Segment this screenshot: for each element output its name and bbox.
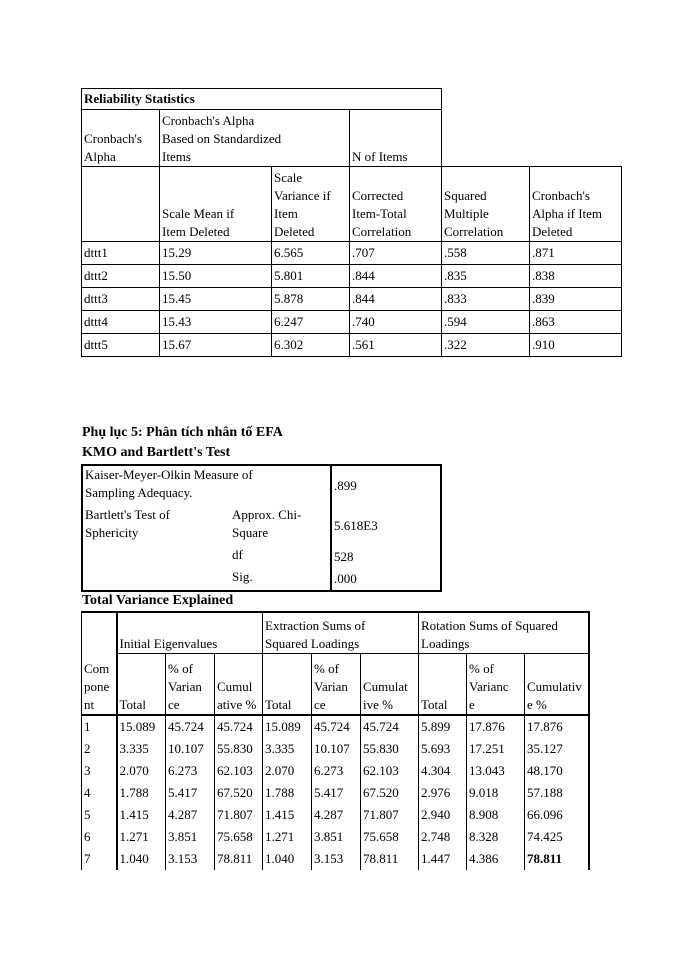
cell: 1 bbox=[82, 715, 117, 738]
cell: 2.070 bbox=[263, 760, 312, 782]
cell: 6.247 bbox=[272, 311, 350, 334]
cell: 2.976 bbox=[419, 782, 467, 804]
bartlett-label: Bartlett's Test of Sphericity bbox=[85, 507, 170, 540]
header-alpha-standardized: Cronbach's Alpha Based on Standardized Items bbox=[160, 110, 350, 167]
cell: 5.417 bbox=[166, 782, 215, 804]
table-row bbox=[82, 715, 589, 738]
cell: .322 bbox=[442, 334, 530, 357]
cell: 55.830 bbox=[361, 738, 419, 760]
cell: 1.040 bbox=[263, 848, 312, 870]
cell: 15.089 bbox=[263, 715, 312, 738]
cell: 66.096 bbox=[525, 804, 589, 826]
cell: dttt3 bbox=[82, 288, 160, 311]
cell: 15.50 bbox=[160, 265, 272, 288]
column-header: Corrected Item-Total Correlation bbox=[350, 167, 442, 242]
table-row bbox=[82, 826, 589, 848]
header-total: Total bbox=[419, 654, 467, 716]
cell: 4 bbox=[82, 782, 117, 804]
cell: 67.520 bbox=[361, 782, 419, 804]
cell: 15.29 bbox=[160, 242, 272, 265]
cell: 1.271 bbox=[263, 826, 312, 848]
group-extraction: Extraction Sums of Squared Loadings bbox=[263, 612, 419, 654]
header-pct-variance: % of Varian ce bbox=[166, 654, 215, 716]
cell: 3.335 bbox=[263, 738, 312, 760]
cell: 48.170 bbox=[525, 760, 589, 782]
cell: 55.830 bbox=[215, 738, 263, 760]
cell: 5.878 bbox=[272, 288, 350, 311]
cell: 1.040 bbox=[117, 848, 166, 870]
cell: 1.788 bbox=[263, 782, 312, 804]
reliability-title: Reliability Statistics bbox=[82, 89, 442, 110]
reliability-table bbox=[81, 88, 622, 357]
cell: .561 bbox=[350, 334, 442, 357]
header-pct-variance: % of Varian ce bbox=[312, 654, 361, 716]
cell: 1.788 bbox=[117, 782, 166, 804]
cell: 10.107 bbox=[166, 738, 215, 760]
chi-square-label: Approx. Chi- Square bbox=[232, 507, 302, 540]
cell: 15.43 bbox=[160, 311, 272, 334]
sig-label: Sig. bbox=[232, 569, 253, 584]
cell: 3.851 bbox=[312, 826, 361, 848]
table-row bbox=[82, 738, 589, 760]
cell: .835 bbox=[442, 265, 530, 288]
cell: 4.386 bbox=[467, 848, 525, 870]
cell: .839 bbox=[530, 288, 622, 311]
cell: 1.447 bbox=[419, 848, 467, 870]
cell: 67.520 bbox=[215, 782, 263, 804]
column-header: Squared Multiple Correlation bbox=[442, 167, 530, 242]
cell: 2.070 bbox=[117, 760, 166, 782]
cell: dttt2 bbox=[82, 265, 160, 288]
group-initial-eigenvalues: Initial Eigenvalues bbox=[117, 612, 263, 654]
kmo-label: Kaiser-Meyer-Olkin Measure of Sampling Adequacy. bbox=[85, 467, 253, 500]
cell: 8.908 bbox=[467, 804, 525, 826]
cell: 2.748 bbox=[419, 826, 467, 848]
table-row bbox=[82, 288, 622, 311]
cell: 62.103 bbox=[215, 760, 263, 782]
cell-highlighted: 78.811 bbox=[525, 848, 589, 870]
cell: 45.724 bbox=[312, 715, 361, 738]
cell: 15.45 bbox=[160, 288, 272, 311]
cell: 9.018 bbox=[467, 782, 525, 804]
table-row bbox=[82, 848, 589, 870]
table-row bbox=[82, 265, 622, 288]
cell: 8.328 bbox=[467, 826, 525, 848]
tve-title: Total Variance Explained bbox=[82, 593, 234, 608]
column-header: Cronbach's Alpha if Item Deleted bbox=[530, 167, 622, 242]
group-rotation: Rotation Sums of Squared Loadings bbox=[419, 612, 589, 654]
cell: 5.417 bbox=[312, 782, 361, 804]
header-pct-variance: % of Varianc e bbox=[467, 654, 525, 716]
table-row bbox=[82, 760, 589, 782]
cell: 5.801 bbox=[272, 265, 350, 288]
cell: 17.876 bbox=[525, 715, 589, 738]
cell: 62.103 bbox=[361, 760, 419, 782]
cell: 78.811 bbox=[361, 848, 419, 870]
cell: 17.876 bbox=[467, 715, 525, 738]
header-cumulative: Cumulativ e % bbox=[525, 654, 589, 716]
cell: 75.658 bbox=[215, 826, 263, 848]
cell: 78.811 bbox=[215, 848, 263, 870]
cell: 2 bbox=[82, 738, 117, 760]
cell: .707 bbox=[350, 242, 442, 265]
cell: 71.807 bbox=[361, 804, 419, 826]
cell: 3.851 bbox=[166, 826, 215, 848]
cell: dttt4 bbox=[82, 311, 160, 334]
cell: 4.304 bbox=[419, 760, 467, 782]
column-header bbox=[82, 167, 160, 242]
header-cronbach-alpha: Cronbach's Alpha bbox=[82, 110, 160, 167]
cell: 75.658 bbox=[361, 826, 419, 848]
cell: 13.043 bbox=[467, 760, 525, 782]
cell: 1.271 bbox=[117, 826, 166, 848]
cell: 6.302 bbox=[272, 334, 350, 357]
df-label: df bbox=[232, 547, 243, 562]
header-total: Total bbox=[117, 654, 166, 716]
table-row bbox=[82, 242, 622, 265]
cell: dttt5 bbox=[82, 334, 160, 357]
cell: 6.565 bbox=[272, 242, 350, 265]
table-row bbox=[82, 804, 589, 826]
cell: .910 bbox=[530, 334, 622, 357]
cell: 5.693 bbox=[419, 738, 467, 760]
cell: 4.287 bbox=[166, 804, 215, 826]
appendix-heading: Phụ lục 5: Phân tích nhân tố EFA bbox=[82, 425, 283, 440]
cell: 3.335 bbox=[117, 738, 166, 760]
header-n-items: N of Items bbox=[350, 110, 442, 167]
cell: 45.724 bbox=[361, 715, 419, 738]
total-variance-table bbox=[81, 611, 590, 870]
header-total: Total bbox=[263, 654, 312, 716]
column-header: Scale Mean if Item Deleted bbox=[160, 167, 272, 242]
kmo-value: .899 bbox=[331, 465, 441, 506]
table-row bbox=[82, 334, 622, 357]
cell: 6.273 bbox=[312, 760, 361, 782]
cell: 1.415 bbox=[117, 804, 166, 826]
cell: 1.415 bbox=[263, 804, 312, 826]
chi-square-value: 5.618E3 bbox=[331, 506, 441, 546]
header-component: Com pone nt bbox=[82, 654, 117, 716]
kmo-table bbox=[81, 464, 442, 592]
cell: .871 bbox=[530, 242, 622, 265]
df-value: 528 bbox=[331, 546, 441, 568]
cell: 74.425 bbox=[525, 826, 589, 848]
cell: 5 bbox=[82, 804, 117, 826]
cell: 35.127 bbox=[525, 738, 589, 760]
cell: 7 bbox=[82, 848, 117, 870]
sig-value: .000 bbox=[331, 568, 441, 591]
cell: .844 bbox=[350, 288, 442, 311]
cell: .740 bbox=[350, 311, 442, 334]
table-row bbox=[82, 782, 589, 804]
cell: 15.089 bbox=[117, 715, 166, 738]
cell: 6 bbox=[82, 826, 117, 848]
column-header: Scale Variance if Item Deleted bbox=[272, 167, 350, 242]
cell: .833 bbox=[442, 288, 530, 311]
cell: 2.940 bbox=[419, 804, 467, 826]
cell: 3.153 bbox=[312, 848, 361, 870]
cell: 3.153 bbox=[166, 848, 215, 870]
cell: .558 bbox=[442, 242, 530, 265]
header-cumulative: Cumulat ive % bbox=[361, 654, 419, 716]
cell: 6.273 bbox=[166, 760, 215, 782]
cell: .838 bbox=[530, 265, 622, 288]
cell: .863 bbox=[530, 311, 622, 334]
cell: 10.107 bbox=[312, 738, 361, 760]
table-row bbox=[82, 311, 622, 334]
cell: 71.807 bbox=[215, 804, 263, 826]
cell: 57.188 bbox=[525, 782, 589, 804]
kmo-title: KMO and Bartlett's Test bbox=[82, 445, 231, 460]
cell: 17.251 bbox=[467, 738, 525, 760]
cell: 15.67 bbox=[160, 334, 272, 357]
cell: .844 bbox=[350, 265, 442, 288]
cell: 45.724 bbox=[215, 715, 263, 738]
cell: 4.287 bbox=[312, 804, 361, 826]
header-cumulative: Cumul ative % bbox=[215, 654, 263, 716]
cell: 3 bbox=[82, 760, 117, 782]
cell: .594 bbox=[442, 311, 530, 334]
cell: 5.899 bbox=[419, 715, 467, 738]
cell: dttt1 bbox=[82, 242, 160, 265]
cell: 45.724 bbox=[166, 715, 215, 738]
